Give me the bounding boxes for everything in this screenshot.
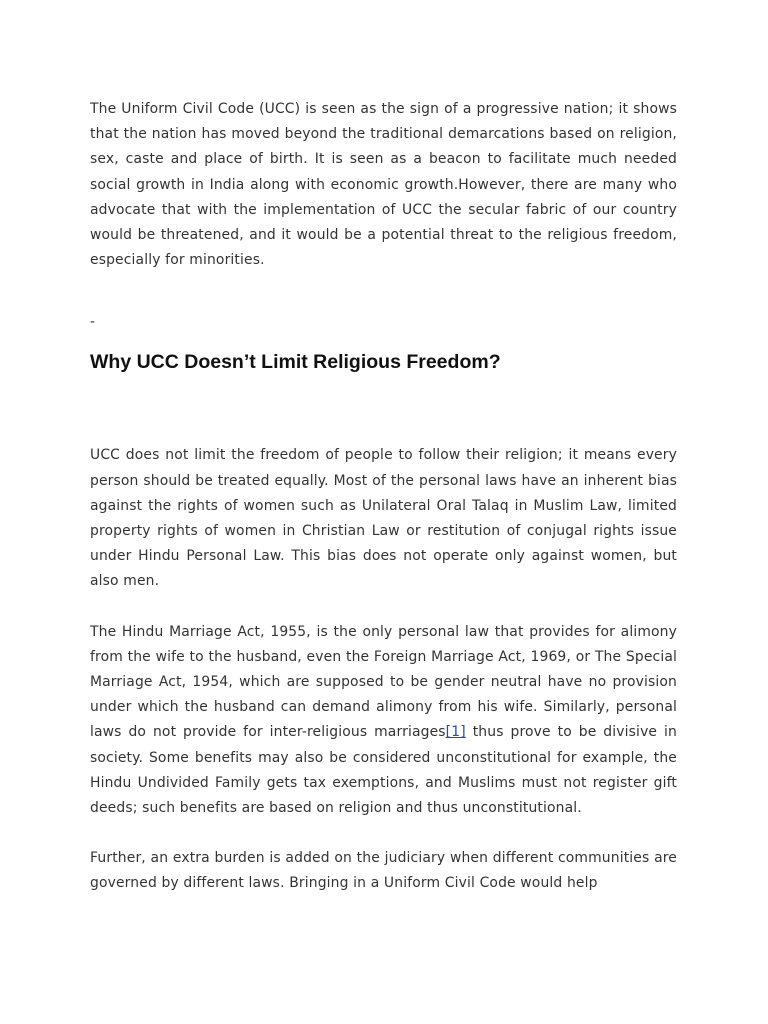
- section-heading: Why UCC Doesn’t Limit Religious Freedom?: [90, 351, 501, 374]
- intro-paragraph: The Uniform Civil Code (UCC) is seen as the sign of a progressive nation; it shows that the nation has moved beyond the traditional demarcations based on religion, sex, caste and place of birth. It is seen as a beacon to facilitate much needed social growth in India along with economic growth.However, there are many who advocate that with the implementation of UCC the secular fabric of our country would be threatened, and it would be a potential threat to the religious freedom, especially for minorities.: [90, 101, 677, 269]
- document-body: [90, 97, 677, 897]
- paragraph-text-part2: thus prove to be divisive in society. Some benefits may also be considered unconstitutional for example, the Hindu Undivided Family gets tax exemptions, and Muslims must not register gift deeds; such benefits are based on religion and thus unconstitutional.: [90, 724, 677, 817]
- separator-dash: -: [90, 314, 96, 331]
- hindu-marriage-act-paragraph: [90, 620, 677, 822]
- footnote-link-1[interactable]: [1]: [445, 724, 466, 741]
- religious-freedom-paragraph: UCC does not limit the freedom of people to follow their religion; it means every person should be treated equally. Most of the personal laws have an inherent bias against the rights of women such as Unilateral Oral Talaq in Muslim Law, limited property rights of women in Christian Law or restitution of conjugal rights issue under Hindu Personal Law. This bias does not operate only against women, but also men.: [90, 447, 677, 590]
- paragraph-text-part1: The Hindu Marriage Act, 1955, is the only personal law that provides for alimony from the wife to the husband, even the Foreign Marriage Act, 1969, or The Special Marriage Act, 1954, which are supposed to be gender neutral have no provision under which the husband can demand alimony from his wife. Similarly, personal laws do not provide for inter-religious marriages: [90, 623, 677, 741]
- judiciary-burden-paragraph: Further, an extra burden is added on the judiciary when different communities are governed by different laws. Bringing in a Uniform Civil Code would help: [90, 850, 677, 892]
